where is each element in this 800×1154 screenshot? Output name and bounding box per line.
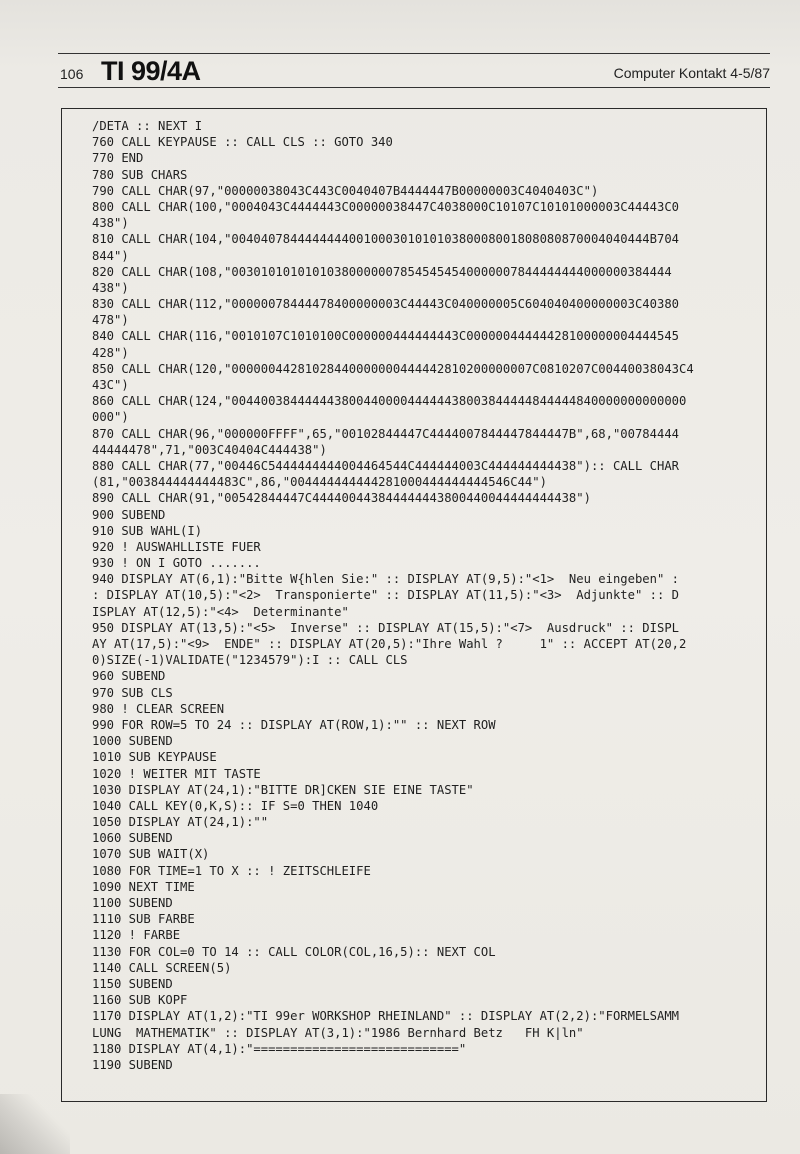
code-line: 1020 ! WEITER MIT TASTE — [92, 766, 261, 781]
code-line: 840 CALL CHAR(116,"0010107C1010100C000000444444443C00000044444428100000004444545 — [92, 329, 679, 344]
code-line: /DETA :: NEXT I — [92, 119, 203, 133]
code-line: 1180 DISPLAY AT(4,1):"============================" — [92, 1041, 467, 1056]
code-line: 43C") — [92, 378, 129, 392]
code-line: 44444478",71,"003C40404C444438") — [92, 442, 327, 457]
code-line: 1190 SUBEND — [92, 1057, 173, 1072]
code-line: (81,"003844444444483C",86,"004444444444281000444444444546C44") — [92, 475, 547, 490]
top-rule — [58, 53, 770, 54]
code-line: 970 SUB CLS — [92, 685, 173, 700]
code-line: 920 ! AUSWAHLLISTE FUER — [92, 539, 261, 554]
code-line: 1010 SUB KEYPAUSE — [92, 750, 217, 765]
code-line: 1170 DISPLAY AT(1,2):"TI 99er WORKSHOP RHEINLAND" :: DISPLAY AT(2,2):"FORMELSAMM — [92, 1009, 679, 1024]
code-listing — [92, 118, 762, 1073]
code-line: 1160 SUB KOPF — [92, 993, 188, 1008]
code-line: 478") — [92, 313, 129, 328]
code-line: 1060 SUBEND — [92, 831, 173, 846]
code-line: : DISPLAY AT(10,5):"<2> Transponierte" :: DISPLAY AT(11,5):"<3> Adjunkte" :: D — [92, 588, 679, 603]
code-line: 860 CALL CHAR(124,"00440038444444380044000044444438003844444844444840000000000000 — [92, 394, 687, 409]
code-line: 1100 SUBEND — [92, 896, 173, 910]
code-line: 1150 SUBEND — [92, 976, 173, 991]
issue-reference: Computer Kontakt 4-5/87 — [613, 65, 770, 81]
code-line: 0)SIZE(-1)VALIDATE("1234579"):I :: CALL CLS — [92, 653, 408, 668]
code-line: 1000 SUBEND — [92, 734, 173, 749]
code-line: LUNG MATHEMATIK" :: DISPLAY AT(3,1):"1986 Bernhard Betz FH K|ln" — [92, 1025, 584, 1040]
code-line: ISPLAY AT(12,5):"<4> Determinante" — [92, 604, 349, 619]
code-line: 1080 FOR TIME=1 TO X :: ! ZEITSCHLEIFE — [92, 863, 371, 878]
code-line: 880 CALL CHAR(77,"00446C5444444444004464544C444444003C444444444438"):: CALL CHAR — [92, 458, 679, 473]
code-line: 960 SUBEND — [92, 669, 166, 684]
code-line: 1120 ! FARBE — [92, 928, 181, 943]
code-line: 850 CALL CHAR(120,"00000044281028440000000444442810200000007C0810207C00440038043C4 — [92, 361, 694, 376]
code-line: 950 DISPLAY AT(13,5):"<5> Inverse" :: DISPLAY AT(15,5):"<7> Ausdruck" :: DISPL — [92, 620, 679, 635]
code-line: 760 CALL KEYPAUSE :: CALL CLS :: GOTO 340 — [92, 135, 393, 150]
code-line: 1140 CALL SCREEN(5) — [92, 960, 232, 975]
code-line: 1110 SUB FARBE — [92, 912, 195, 927]
code-line: 1090 NEXT TIME — [92, 879, 195, 894]
code-line: 800 CALL CHAR(100,"0004043C4444443C00000038447C4038000C10107C10101000003C44443C0 — [92, 199, 679, 214]
code-line: 930 ! ON I GOTO ....... — [92, 556, 261, 571]
code-line: 1070 SUB WAIT(X) — [92, 847, 210, 862]
code-line: 910 SUB WAHL(I) — [92, 523, 203, 538]
code-line: 438") — [92, 216, 129, 231]
code-line: 990 FOR ROW=5 TO 24 :: DISPLAY AT(ROW,1):"" :: NEXT ROW — [92, 717, 496, 732]
code-line: 1040 CALL KEY(0,K,S):: IF S=0 THEN 1040 — [92, 798, 379, 813]
code-line: AY AT(17,5):"<9> ENDE" :: DISPLAY AT(20,5):"Ihre Wahl ? 1" :: ACCEPT AT(20,2 — [92, 637, 687, 651]
code-line: 900 SUBEND — [92, 507, 166, 522]
code-line: 438") — [92, 280, 129, 295]
code-line: 1130 FOR COL=0 TO 14 :: CALL COLOR(COL,16,5):: NEXT COL — [92, 944, 496, 959]
magazine-name: TI 99/4A — [101, 56, 201, 86]
code-line: 890 CALL CHAR(91,"00542844447C444400443844444443800440044444444438") — [92, 491, 591, 506]
page-corner-shadow — [0, 1094, 70, 1154]
code-line: 770 END — [92, 151, 144, 166]
code-line: 000") — [92, 410, 129, 425]
code-line: 844") — [92, 248, 129, 263]
code-line: 870 CALL CHAR(96,"000000FFFF",65,"00102844447C4444007844447844447B",68,"00784444 — [92, 426, 679, 441]
code-line: 428") — [92, 345, 129, 360]
code-line: 780 SUB CHARS — [92, 167, 188, 182]
code-line: 1030 DISPLAY AT(24,1):"BITTE DR]CKEN SIE EINE TASTE" — [92, 782, 474, 797]
code-line: 940 DISPLAY AT(6,1):"Bitte W{hlen Sie:" :: DISPLAY AT(9,5):"<1> Neu eingeben" : — [92, 572, 679, 587]
header-rule — [58, 87, 770, 88]
code-line: 830 CALL CHAR(112,"00000078444478400000003C44443C040000005C604040400000003C40380 — [92, 297, 679, 312]
code-line: 980 ! CLEAR SCREEN — [92, 701, 225, 716]
code-line: 790 CALL CHAR(97,"00000038043C443C0040407B4444447B00000003C4040403C") — [92, 183, 599, 198]
code-line: 820 CALL CHAR(108,"003010101010103800000078545454540000007844444444000000384444 — [92, 264, 672, 279]
code-line: 810 CALL CHAR(104,"004040784444444400100030101010380008001808080870004040444B704 — [92, 232, 679, 247]
code-line: 1050 DISPLAY AT(24,1):"" — [92, 815, 269, 830]
page-number: 106 — [60, 66, 84, 82]
